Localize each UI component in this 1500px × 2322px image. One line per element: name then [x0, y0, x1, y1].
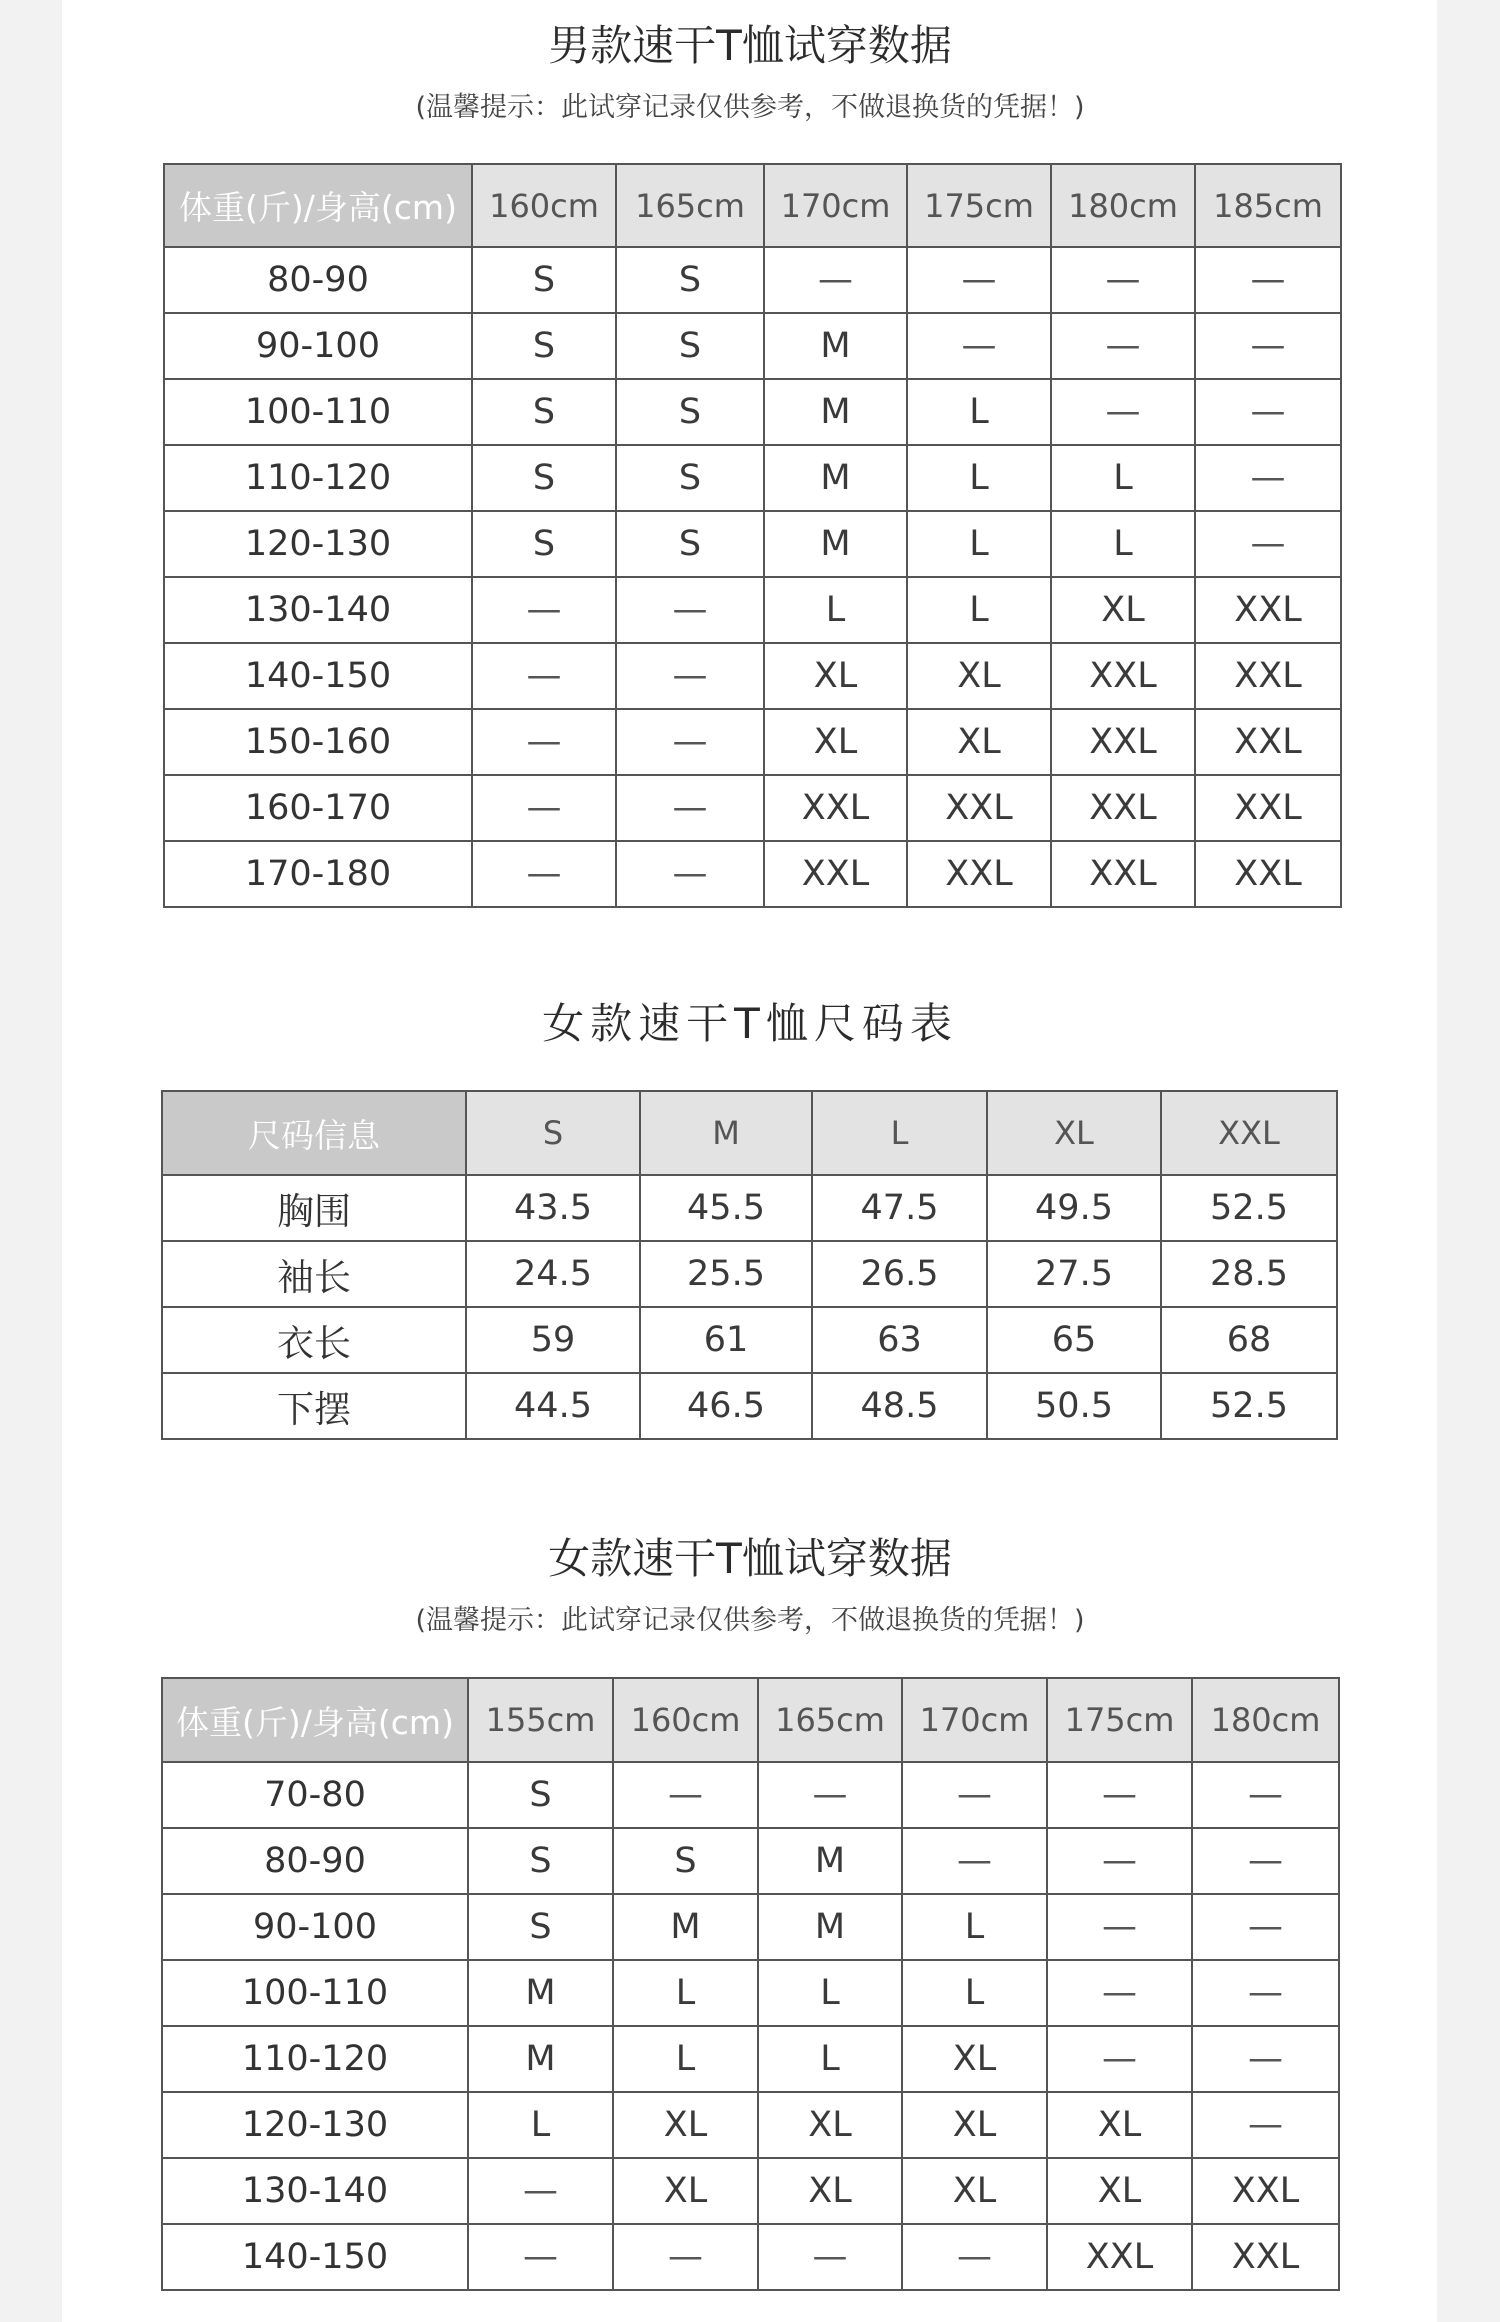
- table-row: [162, 2158, 1339, 2224]
- table-cell: —: [1192, 2026, 1339, 2092]
- table-cell: XL: [907, 709, 1051, 775]
- table-cell: —: [1047, 1894, 1192, 1960]
- row-header: 160-170: [164, 775, 472, 841]
- column-header: M: [640, 1091, 812, 1175]
- row-header: 90-100: [162, 1894, 468, 1960]
- table-cell: —: [1192, 1762, 1339, 1828]
- row-header: 120-130: [162, 2092, 468, 2158]
- table-row: [162, 2092, 1339, 2158]
- row-header: 下摆: [162, 1373, 466, 1439]
- table-cell: XXL: [1051, 709, 1195, 775]
- table-cell: L: [758, 2026, 902, 2092]
- table-cell: —: [1051, 379, 1195, 445]
- table-cell: —: [468, 2158, 613, 2224]
- table-cell: —: [758, 1762, 902, 1828]
- table-cell: —: [472, 577, 616, 643]
- column-header: 155cm: [468, 1678, 613, 1762]
- table-row: [162, 1241, 1337, 1307]
- table-cell: XXL: [1195, 709, 1341, 775]
- table-cell: L: [613, 2026, 758, 2092]
- row-header: 150-160: [164, 709, 472, 775]
- table-cell: 63: [812, 1307, 987, 1373]
- table-row: [164, 709, 1341, 775]
- row-header: 120-130: [164, 511, 472, 577]
- table-cell: S: [468, 1894, 613, 1960]
- column-header: S: [466, 1091, 640, 1175]
- table-cell: —: [1051, 313, 1195, 379]
- row-header: 衣长: [162, 1307, 466, 1373]
- row-header: 170-180: [164, 841, 472, 907]
- row-header: 110-120: [162, 2026, 468, 2092]
- table-row: [162, 2224, 1339, 2290]
- table-cell: XXL: [1192, 2158, 1339, 2224]
- table-cell: —: [1195, 445, 1341, 511]
- table-row: [164, 841, 1341, 907]
- table-cell: XXL: [1051, 841, 1195, 907]
- table-cell: XXL: [907, 841, 1051, 907]
- column-header: 160cm: [472, 164, 616, 247]
- table-row: [162, 1762, 1339, 1828]
- table-row: [164, 313, 1341, 379]
- table-cell: XL: [764, 709, 907, 775]
- table-row: [164, 511, 1341, 577]
- table-cell: —: [1192, 2092, 1339, 2158]
- table-cell: L: [907, 511, 1051, 577]
- table-cell: —: [1051, 247, 1195, 313]
- table-cell: —: [907, 247, 1051, 313]
- table-cell: M: [764, 379, 907, 445]
- table-cell: S: [616, 445, 764, 511]
- table-cell: 68: [1161, 1307, 1337, 1373]
- table-row: [162, 1828, 1339, 1894]
- table-cell: 52.5: [1161, 1373, 1337, 1439]
- table-cell: XXL: [1195, 841, 1341, 907]
- table-cell: —: [613, 2224, 758, 2290]
- table-cell: —: [472, 841, 616, 907]
- table-cell: —: [472, 709, 616, 775]
- table-cell: —: [616, 709, 764, 775]
- table-cell: —: [1195, 313, 1341, 379]
- table-cell: S: [616, 313, 764, 379]
- row-header: 70-80: [162, 1762, 468, 1828]
- table-cell: S: [616, 379, 764, 445]
- table-cell: —: [1047, 1828, 1192, 1894]
- row-header: 90-100: [164, 313, 472, 379]
- table-cell: XL: [613, 2092, 758, 2158]
- table-cell: —: [1047, 1960, 1192, 2026]
- table-row: [164, 775, 1341, 841]
- table-cell: 45.5: [640, 1175, 812, 1241]
- column-header: 165cm: [758, 1678, 902, 1762]
- column-header: XL: [987, 1091, 1161, 1175]
- table-row: [164, 643, 1341, 709]
- table-cell: —: [902, 1762, 1047, 1828]
- table-cell: S: [616, 511, 764, 577]
- table-cell: 49.5: [987, 1175, 1161, 1241]
- table-cell: S: [472, 511, 616, 577]
- table-cell: —: [472, 775, 616, 841]
- column-header: 185cm: [1195, 164, 1341, 247]
- table-cell: XL: [613, 2158, 758, 2224]
- table-cell: XL: [1051, 577, 1195, 643]
- column-header: 175cm: [907, 164, 1051, 247]
- women-fit-table: [161, 1677, 1340, 2291]
- table-corner-header: 体重(斤)/身高(cm): [164, 164, 472, 247]
- table-cell: 27.5: [987, 1241, 1161, 1307]
- table-cell: L: [1051, 511, 1195, 577]
- table-cell: —: [468, 2224, 613, 2290]
- row-header: 130-140: [164, 577, 472, 643]
- column-header: XXL: [1161, 1091, 1337, 1175]
- table-row: [162, 2026, 1339, 2092]
- column-header: 165cm: [616, 164, 764, 247]
- table-cell: L: [468, 2092, 613, 2158]
- table-cell: L: [613, 1960, 758, 2026]
- table-cell: M: [764, 313, 907, 379]
- table-cell: L: [1051, 445, 1195, 511]
- table-cell: XL: [902, 2158, 1047, 2224]
- table-cell: XXL: [764, 841, 907, 907]
- row-header: 100-110: [164, 379, 472, 445]
- table-cell: —: [1195, 511, 1341, 577]
- table-cell: —: [616, 841, 764, 907]
- table-cell: —: [616, 775, 764, 841]
- table-cell: XXL: [907, 775, 1051, 841]
- table-cell: 25.5: [640, 1241, 812, 1307]
- table-cell: —: [616, 577, 764, 643]
- men-fit-title: 男款速干T恤试穿数据: [548, 21, 952, 70]
- table-cell: 24.5: [466, 1241, 640, 1307]
- table-cell: M: [764, 511, 907, 577]
- table-cell: 50.5: [987, 1373, 1161, 1439]
- table-row: [162, 1894, 1339, 1960]
- table-corner-header: 尺码信息: [162, 1091, 466, 1175]
- table-cell: 61: [640, 1307, 812, 1373]
- table-corner-header: 体重(斤)/身高(cm): [162, 1678, 468, 1762]
- table-cell: L: [758, 1960, 902, 2026]
- table-cell: XXL: [1195, 775, 1341, 841]
- table-cell: S: [472, 313, 616, 379]
- table-cell: S: [472, 445, 616, 511]
- table-cell: —: [616, 643, 764, 709]
- table-cell: XL: [758, 2092, 902, 2158]
- table-row: [164, 445, 1341, 511]
- women-size-title: 女款速干T恤尺码表: [542, 999, 958, 1048]
- table-cell: XL: [1047, 2158, 1192, 2224]
- table-row: [164, 379, 1341, 445]
- table-cell: L: [902, 1960, 1047, 2026]
- table-row: [164, 577, 1341, 643]
- men-fit-table: [163, 163, 1342, 908]
- table-cell: XXL: [1195, 643, 1341, 709]
- table-cell: —: [1192, 1960, 1339, 2026]
- table-cell: S: [472, 379, 616, 445]
- table-cell: —: [764, 247, 907, 313]
- table-cell: —: [1047, 2026, 1192, 2092]
- column-header: 170cm: [764, 164, 907, 247]
- table-cell: —: [758, 2224, 902, 2290]
- table-cell: M: [468, 2026, 613, 2092]
- table-cell: S: [468, 1762, 613, 1828]
- table-cell: XL: [902, 2026, 1047, 2092]
- row-header: 80-90: [162, 1828, 468, 1894]
- row-header: 胸围: [162, 1175, 466, 1241]
- table-cell: —: [613, 1762, 758, 1828]
- table-cell: XL: [758, 2158, 902, 2224]
- row-header: 80-90: [164, 247, 472, 313]
- table-cell: 47.5: [812, 1175, 987, 1241]
- table-cell: 26.5: [812, 1241, 987, 1307]
- table-cell: XL: [764, 643, 907, 709]
- table-cell: —: [907, 313, 1051, 379]
- table-cell: 52.5: [1161, 1175, 1337, 1241]
- women-fit-title: 女款速干T恤试穿数据: [548, 1534, 952, 1583]
- table-row: [164, 247, 1341, 313]
- table-cell: M: [613, 1894, 758, 1960]
- column-header: 160cm: [613, 1678, 758, 1762]
- table-cell: L: [907, 577, 1051, 643]
- table-cell: S: [472, 247, 616, 313]
- table-cell: L: [902, 1894, 1047, 1960]
- table-cell: XXL: [764, 775, 907, 841]
- table-cell: M: [758, 1828, 902, 1894]
- table-cell: XXL: [1195, 577, 1341, 643]
- table-row: [162, 1373, 1337, 1439]
- table-cell: L: [907, 445, 1051, 511]
- table-cell: 48.5: [812, 1373, 987, 1439]
- table-cell: S: [468, 1828, 613, 1894]
- table-row: [162, 1175, 1337, 1241]
- table-cell: L: [907, 379, 1051, 445]
- table-cell: XXL: [1047, 2224, 1192, 2290]
- row-header: 140-150: [162, 2224, 468, 2290]
- table-cell: M: [764, 445, 907, 511]
- table-cell: XXL: [1192, 2224, 1339, 2290]
- table-cell: —: [1195, 379, 1341, 445]
- row-header: 袖长: [162, 1241, 466, 1307]
- table-cell: —: [1192, 1894, 1339, 1960]
- column-header: L: [812, 1091, 987, 1175]
- women-fit-note: (温馨提示：此试穿记录仅供参考，不做退换货的凭据！): [415, 1605, 1085, 1636]
- table-cell: —: [1195, 247, 1341, 313]
- table-row: [162, 1960, 1339, 2026]
- table-cell: —: [902, 2224, 1047, 2290]
- table-cell: —: [902, 1828, 1047, 1894]
- table-cell: XXL: [1051, 643, 1195, 709]
- row-header: 110-120: [164, 445, 472, 511]
- women-size-table: [161, 1090, 1338, 1440]
- row-header: 130-140: [162, 2158, 468, 2224]
- row-header: 100-110: [162, 1960, 468, 2026]
- column-header: 175cm: [1047, 1678, 1192, 1762]
- table-cell: M: [468, 1960, 613, 2026]
- table-cell: XL: [907, 643, 1051, 709]
- table-cell: L: [764, 577, 907, 643]
- table-cell: 65: [987, 1307, 1161, 1373]
- table-cell: 46.5: [640, 1373, 812, 1439]
- column-header: 180cm: [1051, 164, 1195, 247]
- men-fit-note: (温馨提示：此试穿记录仅供参考，不做退换货的凭据！): [415, 92, 1085, 123]
- table-cell: XL: [902, 2092, 1047, 2158]
- column-header: 170cm: [902, 1678, 1047, 1762]
- table-cell: M: [758, 1894, 902, 1960]
- table-cell: S: [616, 247, 764, 313]
- table-cell: XXL: [1051, 775, 1195, 841]
- table-row: [162, 1307, 1337, 1373]
- table-cell: 59: [466, 1307, 640, 1373]
- table-cell: 28.5: [1161, 1241, 1337, 1307]
- column-header: 180cm: [1192, 1678, 1339, 1762]
- table-cell: —: [472, 643, 616, 709]
- table-cell: 44.5: [466, 1373, 640, 1439]
- table-cell: —: [1047, 1762, 1192, 1828]
- row-header: 140-150: [164, 643, 472, 709]
- table-cell: —: [1192, 1828, 1339, 1894]
- table-cell: S: [613, 1828, 758, 1894]
- table-cell: XL: [1047, 2092, 1192, 2158]
- table-cell: 43.5: [466, 1175, 640, 1241]
